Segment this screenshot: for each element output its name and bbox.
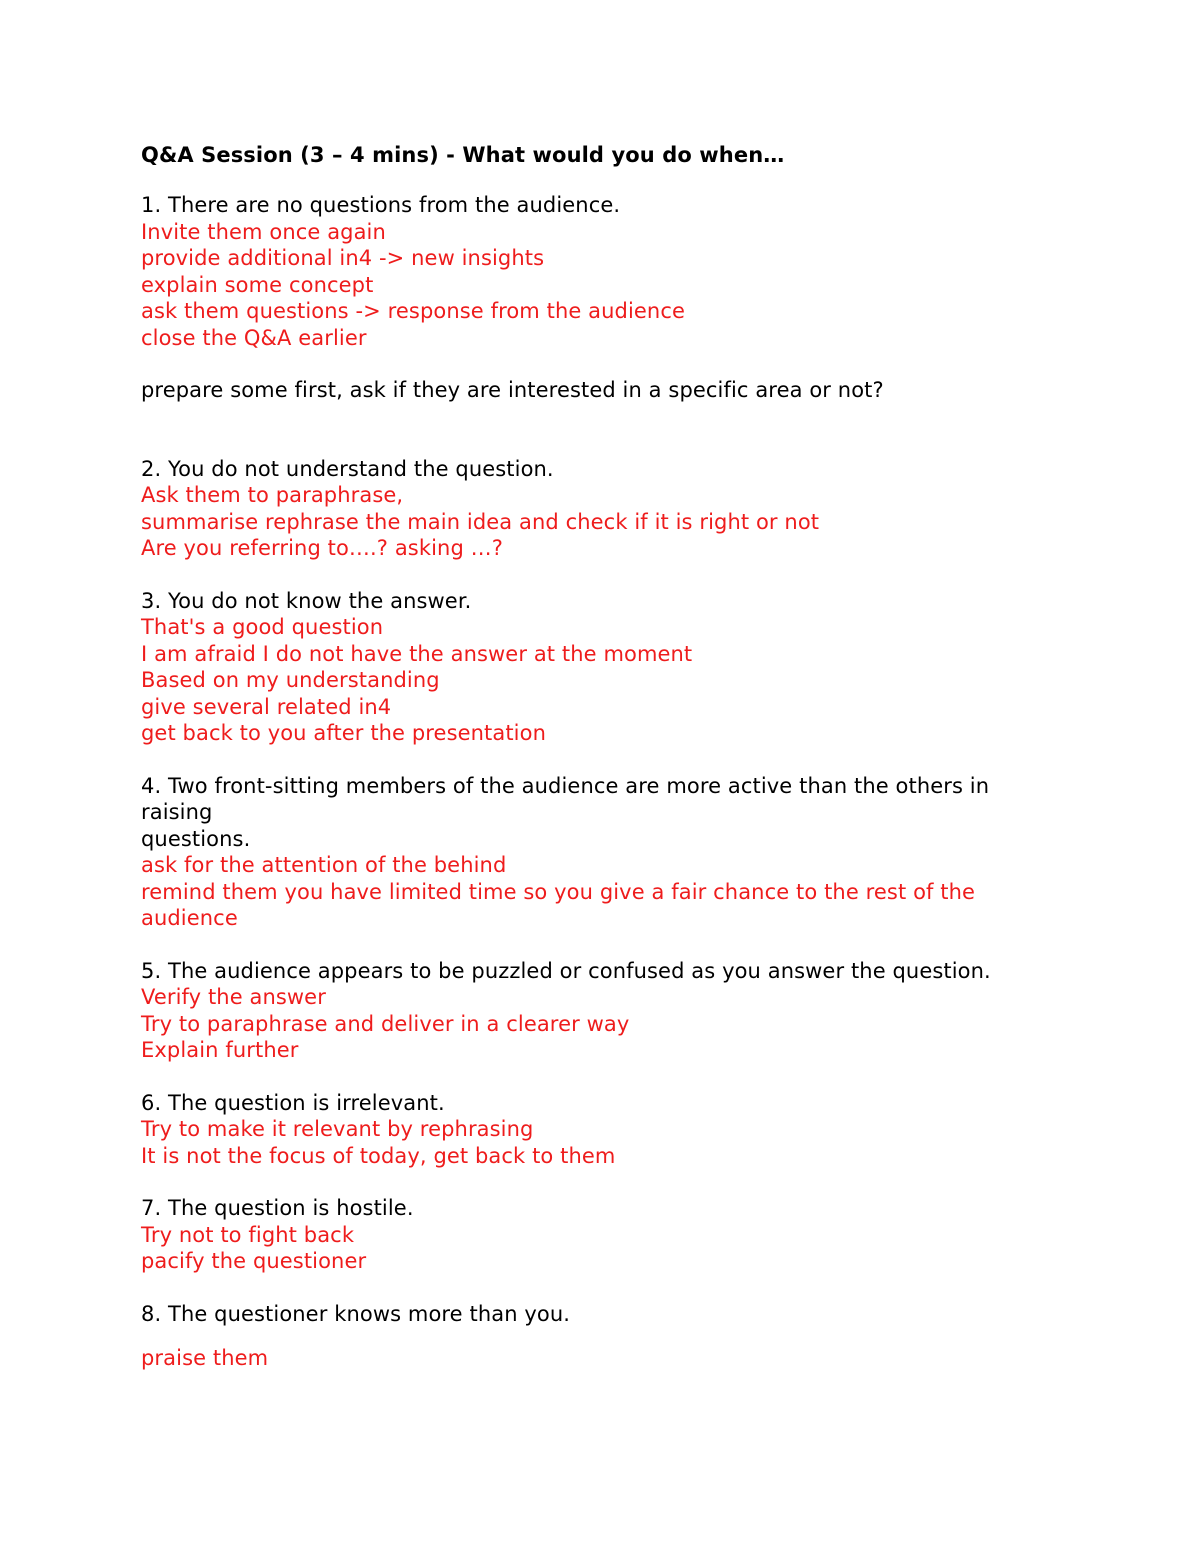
answer-1-1: Invite them once again: [141, 219, 386, 244]
answer-7-1: Try not to fight back: [141, 1222, 355, 1247]
section-2: [141, 456, 1061, 562]
question-6: 6. The question is irrelevant.: [141, 1090, 445, 1115]
answer-5-3: Explain further: [141, 1038, 299, 1062]
question-1: 1. There are no questions from the audience.: [141, 193, 621, 217]
answer-1-2: provide additional in4 -> new insights: [141, 246, 545, 270]
section-1-note: [141, 377, 1061, 404]
answer-6-2: It is not the focus of today, get back to them: [141, 1143, 616, 1168]
answer-3-2: I am afraid I do not have the answer at the moment: [141, 641, 693, 666]
question-3: 3. You do not know the answer.: [141, 588, 472, 613]
section-3: [141, 588, 1061, 747]
section-5: [141, 958, 1061, 1064]
answer-5-2: Try to paraphrase and deliver in a clearer way: [141, 1011, 630, 1036]
answer-2-2: summarise rephrase the main idea and check if it is right or not: [141, 509, 820, 534]
answer-2-3: Are you referring to….? asking …?: [141, 536, 503, 560]
question-7: 7. The question is hostile.: [141, 1196, 414, 1220]
question-2: 2. You do not understand the question.: [141, 456, 554, 481]
section-1: [141, 192, 1061, 351]
question-8: 8. The questioner knows more than you.: [141, 1301, 571, 1326]
answer-8-1: praise them: [141, 1346, 269, 1370]
answer-3-3: Based on my understanding: [141, 668, 440, 692]
question-5: 5. The audience appears to be puzzled or confused as you answer the question.: [141, 958, 991, 983]
section-8: [141, 1301, 1061, 1372]
section-4: [141, 773, 1061, 932]
question-4-line-3: questions.: [141, 826, 251, 851]
question-4-line-2: raising: [141, 800, 213, 824]
answer-3-5: get back to you after the presentation: [141, 721, 546, 745]
answer-6-1: Try to make it relevant by rephrasing: [141, 1117, 534, 1141]
answer-4-3: audience: [141, 906, 238, 930]
section-7: [141, 1195, 1061, 1275]
section-6: [141, 1090, 1061, 1170]
answer-1-3: explain some concept: [141, 272, 374, 297]
answer-4-1: ask for the attention of the behind: [141, 853, 507, 877]
answer-3-4: give several related in4: [141, 694, 392, 719]
answer-3-1: That's a good question: [141, 615, 384, 639]
document-title: Q&A Session (3 – 4 mins) - What would you do when…: [141, 143, 785, 167]
answer-1-4: ask them questions -> response from the audience: [141, 299, 686, 323]
document-page: [141, 140, 1061, 1398]
answer-1-5: close the Q&A earlier: [141, 325, 367, 350]
answer-2-1: Ask them to paraphrase,: [141, 483, 404, 507]
answer-7-2: pacify the questioner: [141, 1249, 367, 1273]
answer-4-2: remind them you have limited time so you give a fair chance to the rest of the: [141, 879, 976, 904]
answer-5-1: Verify the answer: [141, 985, 326, 1009]
question-4-line-1: 4. Two front-sitting members of the audience are more active than the others in: [141, 773, 990, 798]
note-1: prepare some first, ask if they are interested in a specific area or not?: [141, 378, 884, 402]
